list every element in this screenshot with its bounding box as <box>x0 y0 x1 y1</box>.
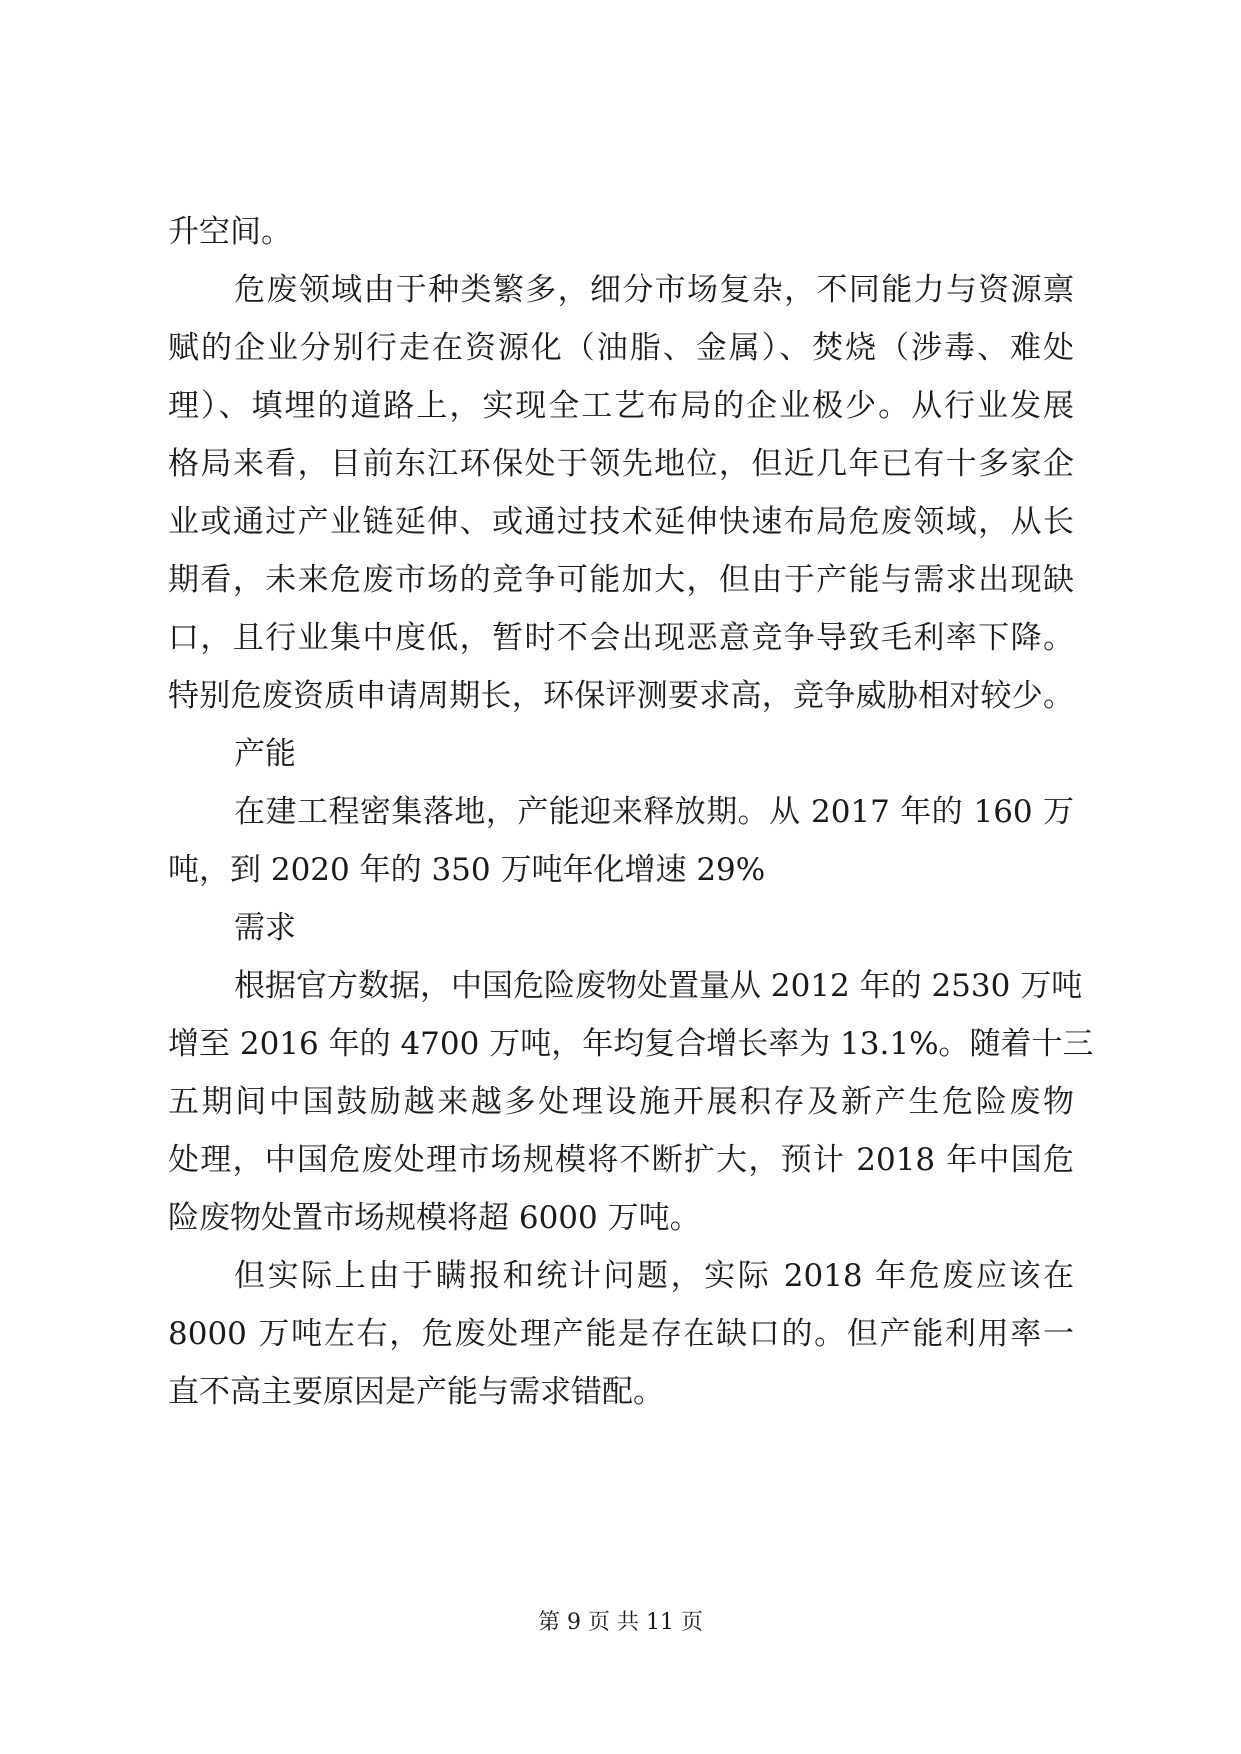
paragraph-line: 业或通过产业链延伸、或通过技术延伸快速布局危废领域，从长 <box>168 504 1074 540</box>
paragraph-line: 特别危废资质申请周期长，环保评测要求高，竞争威胁相对较少。 <box>168 678 1074 714</box>
section-heading-demand: 需求 <box>234 910 296 946</box>
paragraph-line: 口，且行业集中度低，暂时不会出现恶意竞争导致毛利率下降。 <box>168 620 1074 656</box>
paragraph-line: 理）、填埋的道路上，实现全工艺布局的企业极少。从行业发展 <box>168 388 1074 424</box>
paragraph-line: 期看，未来危废市场的竞争可能加大，但由于产能与需求出现缺 <box>168 562 1074 598</box>
text-line: 升空间。 <box>168 214 292 250</box>
paragraph-line: 赋的企业分别行走在资源化（油脂、金属）、焚烧（涉毒、难处 <box>168 330 1074 366</box>
paragraph-line: 但实际上由于瞒报和统计问题，实际 2018 年危废应该在 <box>234 1258 1074 1294</box>
paragraph-line: 处理，中国危废处理市场规模将不断扩大，预计 2018 年中国危 <box>168 1142 1074 1178</box>
section-heading-capacity: 产能 <box>234 736 296 772</box>
paragraph-line: 直不高主要原因是产能与需求错配。 <box>168 1374 664 1410</box>
paragraph-line: 五期间中国鼓励越来越多处理设施开展积存及新产生危险废物 <box>168 1084 1074 1120</box>
paragraph-line: 在建工程密集落地，产能迎来释放期。从 2017 年的 160 万 <box>234 794 1074 830</box>
paragraph-line: 危废领域由于种类繁多，细分市场复杂，不同能力与资源禀 <box>234 272 1074 308</box>
paragraph-line: 8000 万吨左右，危废处理产能是存在缺口的。但产能利用率一 <box>168 1316 1074 1352</box>
paragraph-line: 格局来看，目前东江环保处于领先地位，但近几年已有十多家企 <box>168 446 1074 482</box>
paragraph-line: 险废物处置市场规模将超 6000 万吨。 <box>168 1200 701 1236</box>
paragraph-line: 根据官方数据，中国危险废物处置量从 2012 年的 2530 万吨 <box>234 968 1083 1004</box>
paragraph-line: 增至 2016 年的 4700 万吨，年均复合增长率为 13.1%。随着十三 <box>168 1026 1094 1062</box>
page-number-footer: 第 9 页 共 11 页 <box>538 1610 703 1635</box>
paragraph-line: 吨，到 2020 年的 350 万吨年化增速 29% <box>168 852 766 888</box>
